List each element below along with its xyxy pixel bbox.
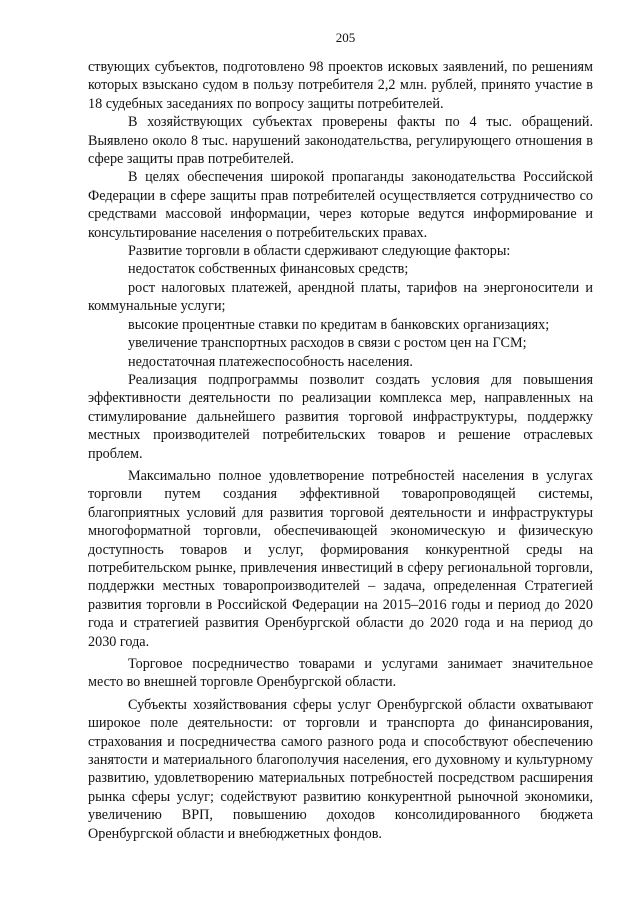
paragraph-service-entities: Субъекты хозяйствования сферы услуг Оренбургской области охватывают широкое поле деятельности: от торговли и транспорта до финансирования, страхования и посредничества самого разного рода и способствуют обеспечению занятости и материального благополучия населения, его духовному и культурному развитию, удовлетворению материальных потребностей посредством расширения рынка сферы услуг; содействуют развитию конкурентной рыночной экономики, увеличению ВРП, повышению доходов консолидированного бюджета Оренбургской области и внебюджетных фондов. <box>88 696 593 842</box>
list-item-factor-5: недостаточная платежеспособность населения. <box>128 353 413 370</box>
paragraph-continuation: ствующих субъектов, подготовлено 98 проектов исковых заявлений, по решениям которых взыскано судом в пользу потребителя 2,2 млн. рублей, принято участие в 18 судебных заседаниях по вопросу защиты потребителей. <box>88 59 593 112</box>
paragraph-media-cooperation: В целях обеспечения широкой пропаганды законодательства Российской Федерации в сфере защиты прав потребителей осуществляется сотрудничество со средствами массовой информации, через которые ведутся информирование и консультирование населения о потребительских правах. <box>88 169 593 241</box>
list-item-factor-2: рост налоговых платежей, арендной платы, тарифов на энергоносители и коммунальные услуги; <box>88 279 593 315</box>
paragraph-strategy: Максимально полное удовлетворение потребностей населения в услугах торговли путем создания эффективной товаропроводящей системы, благоприятных условий для развития торговой деятельности и инфраструктуры многоформатной торговли, обеспечивающей экономическую и физическую доступность товаров и услуг, формирования конкурентной среды на потребительском рынке, привлечения инвестиций в сферу региональной торговли, поддержки местных товаропроизводителей – задача, определенная Стратегией развития торговли в Российской Федерации на 2015–2016 годы и период до 2020 года и стратегией развития Оренбургской области до 2020 года и на период до 2030 года. <box>88 467 593 650</box>
list-item-factor-1: недостаток собственных финансовых средств; <box>128 261 409 278</box>
paragraph-inspections: В хозяйствующих субъектах проверены факты по 4 тыс. обращений. Выявлено около 8 тыс. нарушений законодательства, регулирующего отношения в сфере защиты прав потребителей. <box>88 114 593 168</box>
list-item-factor-4: увеличение транспортных расходов в связи с ростом цен на ГСМ; <box>128 335 527 352</box>
page-number: 205 <box>335 30 356 45</box>
paragraph-trade-intermediation: Торговое посредничество товарами и услугами занимает значительное место во внешней торговле Оренбургской области. <box>88 656 593 691</box>
paragraph-factors-intro: Развитие торговли в области сдерживают следующие факторы: <box>128 243 511 260</box>
list-item-factor-3: высокие процентные ставки по кредитам в банковских организациях; <box>128 316 550 333</box>
paragraph-subprogram: Реализация подпрограммы позволит создать условия для повышения эффективности деятельности по реализации комплекса мер, направленных на стимулирование дальнейшего развития торговой инфраструктуры, поддержку местных производителей потребительских товаров и решение отраслевых проблем. <box>88 371 593 462</box>
